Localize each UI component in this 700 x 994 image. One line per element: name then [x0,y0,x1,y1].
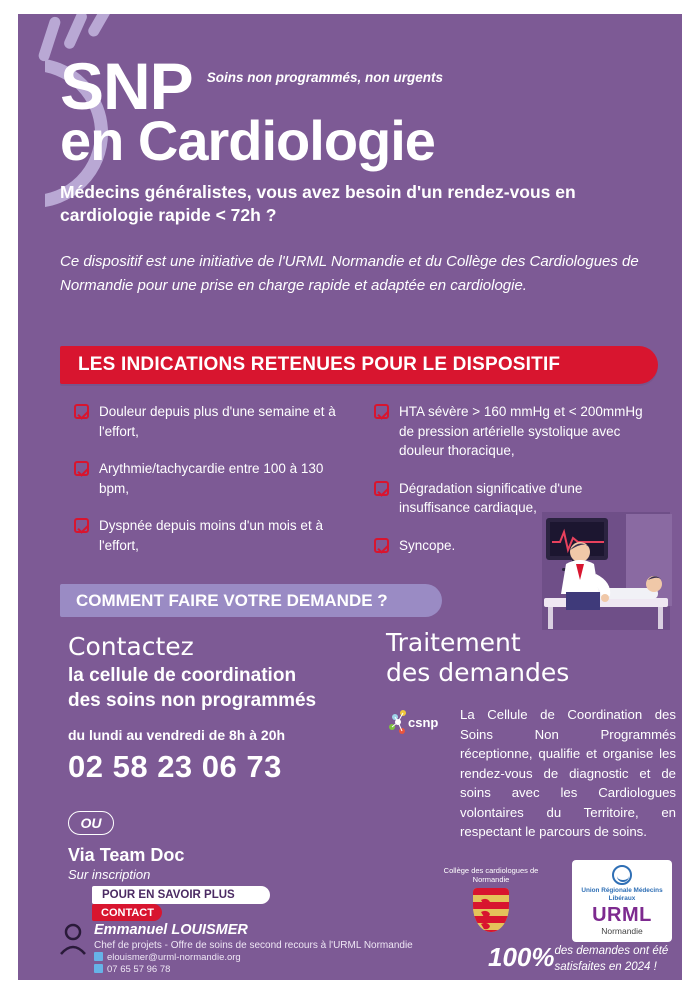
teamdoc-note: Sur inscription [68,867,151,882]
urml-mark-icon [612,865,632,885]
decorative-swoosh-3 [86,14,113,38]
checkbox-checked-icon [374,538,389,553]
checkbox-checked-icon [74,461,89,476]
csnp-logo [386,705,448,842]
decorative-swoosh-2 [62,14,88,51]
person-phone: 07 65 57 96 78 [107,964,171,975]
traitement-heading-line1: Traitement [386,628,521,657]
savoir-plus-banner [92,886,270,904]
decorative-swoosh-1 [37,15,62,62]
indication-text: Dyspnée depuis moins d'un mois et à l'effort, [99,518,323,553]
list-item [74,402,346,441]
logo-college-cardiologues [438,866,544,932]
logo-urml [572,860,672,942]
title-row [60,49,660,123]
stat-text: des demandes ont été satisfaites en 2024 ! [554,945,669,973]
contact-tag-label: CONTACT [101,906,154,919]
contact-line-2: des soins non programmés [68,690,317,712]
indication-text: HTA sévère > 160 mmHg et < 200mmHg de pression artérielle systolique avec douleur thoracique, [399,404,643,459]
person-icon [58,922,88,956]
contact-line-1: la cellule de coordination [68,664,297,686]
indication-text: Douleur depuis plus d'une semaine et à l'effort, [99,404,336,439]
contact-hours: du lundi au vendredi de 8h à 20h [68,727,286,743]
title-note: Soins non programmés, non urgents [206,70,443,85]
person-email: elouismer@urml-normandie.org [107,952,241,963]
page-title: SNP [60,49,193,123]
contact-heading: Contactez [68,632,194,661]
traitement-block [386,628,676,842]
teamdoc-label: Via Team Doc [68,845,185,865]
person-phone-row[interactable] [94,964,170,975]
checkbox-checked-icon [74,404,89,419]
poster-intro: Ce dispositif est une initiative de l'URML Normandie et du Collège des Cardiologues de Normandie pour une prise en charge rapide et adaptée en cardiologie. [60,252,639,294]
poster-canvas [18,14,682,980]
stat-block [488,944,678,975]
poster-subtitle: Médecins généralistes, vous avez besoin d'un rendez-vous en cardiologie rapide < 72h ? [60,181,576,226]
contact-block [68,632,368,882]
traitement-body: La Cellule de Coordination des Soins Non Programmés réceptionne, qualifie et organise les rendez-vous de diagnostic et de soins avec les Cardiologues volontaires du Territoire, en respectant le parcours de soins. [460,707,676,840]
or-separator: OU [68,811,114,835]
logo-college-caption: Collège des cardiologues de Normandie [443,866,539,885]
csnp-row [386,705,676,842]
savoir-plus-label: POUR EN SAVOIR PLUS [102,889,235,901]
banner-howto-label: COMMENT FAIRE VOTRE DEMANDE ? [76,590,388,610]
indication-text: Arythmie/tachycardie entre 100 à 130 bpm, [99,461,324,496]
svg-text:csnp: csnp [408,715,439,730]
banner-howto [60,584,442,617]
poster-header [60,49,660,298]
person-name: Emmanuel LOUISMER [94,922,248,938]
logo-urml-region: Normandie [601,925,643,936]
checkbox-checked-icon [74,518,89,533]
contact-tag-banner [92,904,162,921]
person-role: Chef de projets - Offre de soins de second recours à l'URML Normandie [94,940,413,951]
logo-urml-top: Union Régionale Médecins Libéraux [581,887,663,903]
mail-icon [94,952,103,961]
indications-column-left [74,402,346,573]
traitement-heading-line2: des demandes [386,657,570,687]
contact-phone[interactable]: 02 58 23 06 73 [68,749,282,784]
cardiology-illustration [530,512,680,640]
banner-indications [60,346,658,384]
checkbox-checked-icon [374,404,389,419]
checkbox-checked-icon [374,481,389,496]
indication-text: Syncope. [399,537,456,553]
list-item [74,459,346,498]
list-item [74,516,346,555]
list-item [374,402,646,461]
person-email-row[interactable] [94,952,241,963]
indication-text: Dégradation significative d'une insuffisance cardiaque, [399,480,583,516]
logo-urml-name: URML [592,903,652,926]
page-subtitle-large: en Cardiologie [60,108,435,172]
phone-icon [94,964,103,973]
stat-number: 100% [488,942,555,972]
shield-icon [473,888,509,932]
banner-indications-label: LES INDICATIONS RETENUES POUR LE DISPOSITIF [78,354,561,375]
